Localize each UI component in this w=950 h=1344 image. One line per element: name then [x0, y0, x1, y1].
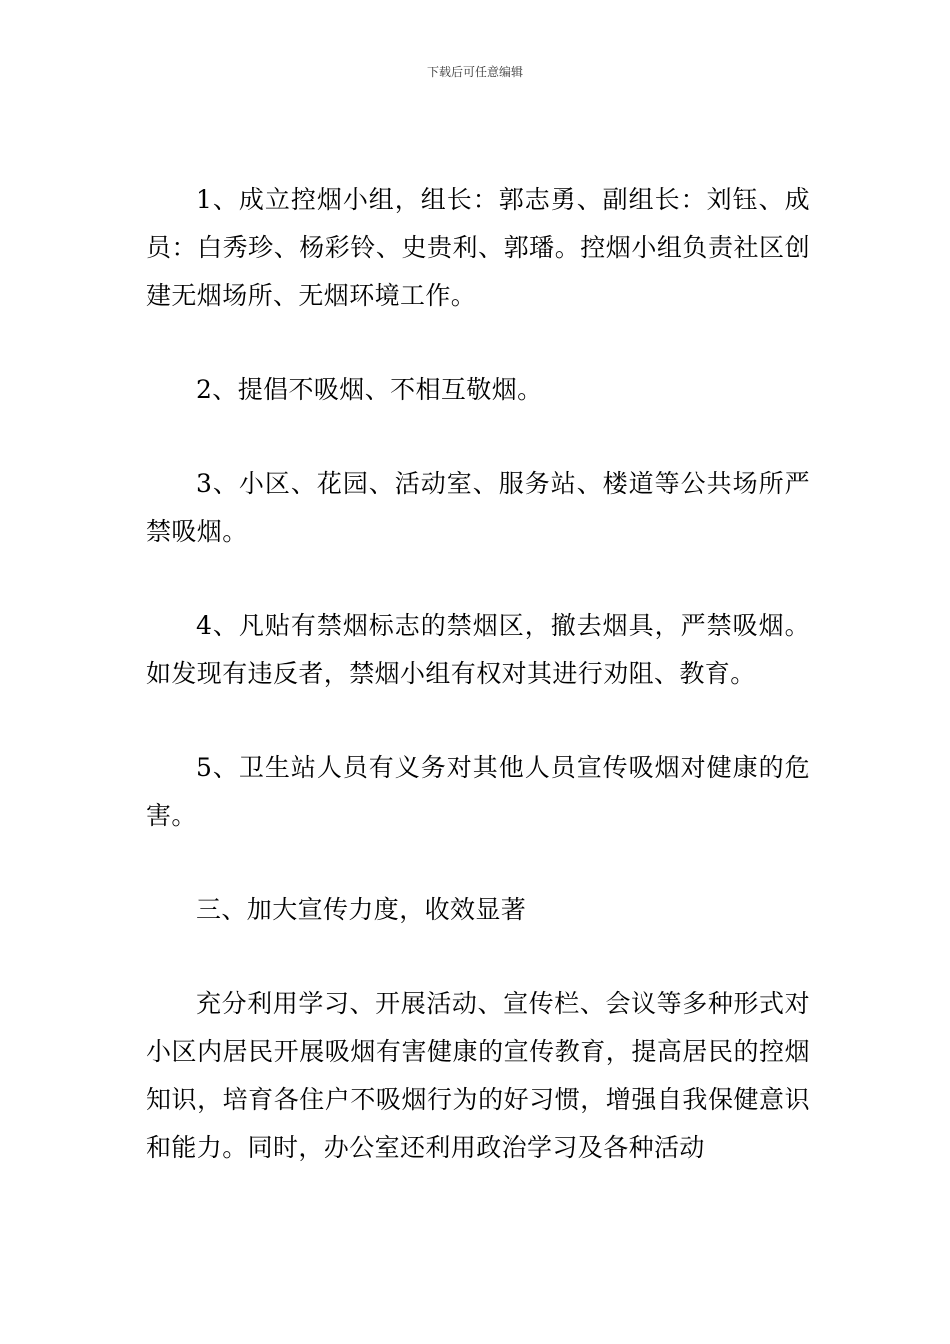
paragraph-control-group: 1、成立控烟小组，组长：郭志勇、副组长：刘钰、成员：白秀珍、杨彩铃、史贵利、郭璠。控烟小组负责社区创建无烟场所、无烟环境工作。: [146, 185, 810, 310]
paragraph-no-smoking-advocacy: 2、提倡不吸烟、不相互敬烟。: [196, 375, 543, 404]
paragraph-publicity: 充分利用学习、开展活动、宣传栏、会议等多种形式对小区内居民开展吸烟有害健康的宣传教育，提高居民的控烟知识，培育各住户不吸烟行为的好习惯，增强自我保健意识和能力。同时，办公室还利用政治学习及各种活动: [146, 989, 810, 1162]
paragraph-public-places-ban: 3、小区、花园、活动室、服务站、楼道等公共场所严禁吸烟。: [146, 469, 810, 546]
section-heading: 三、加大宣传力度，收效显著: [196, 895, 527, 924]
paragraph-health-station-duty: 5、卫生站人员有义务对其他人员宣传吸烟对健康的危害。: [146, 753, 810, 830]
document-body: [146, 176, 810, 1172]
paragraph-no-smoking-zones: 4、凡贴有禁烟标志的禁烟区，撤去烟具，严禁吸烟。如发现有违反者，禁烟小组有权对其进行劝阻、教育。: [146, 611, 810, 688]
page-header-note: 下载后可任意编辑: [426, 65, 523, 79]
